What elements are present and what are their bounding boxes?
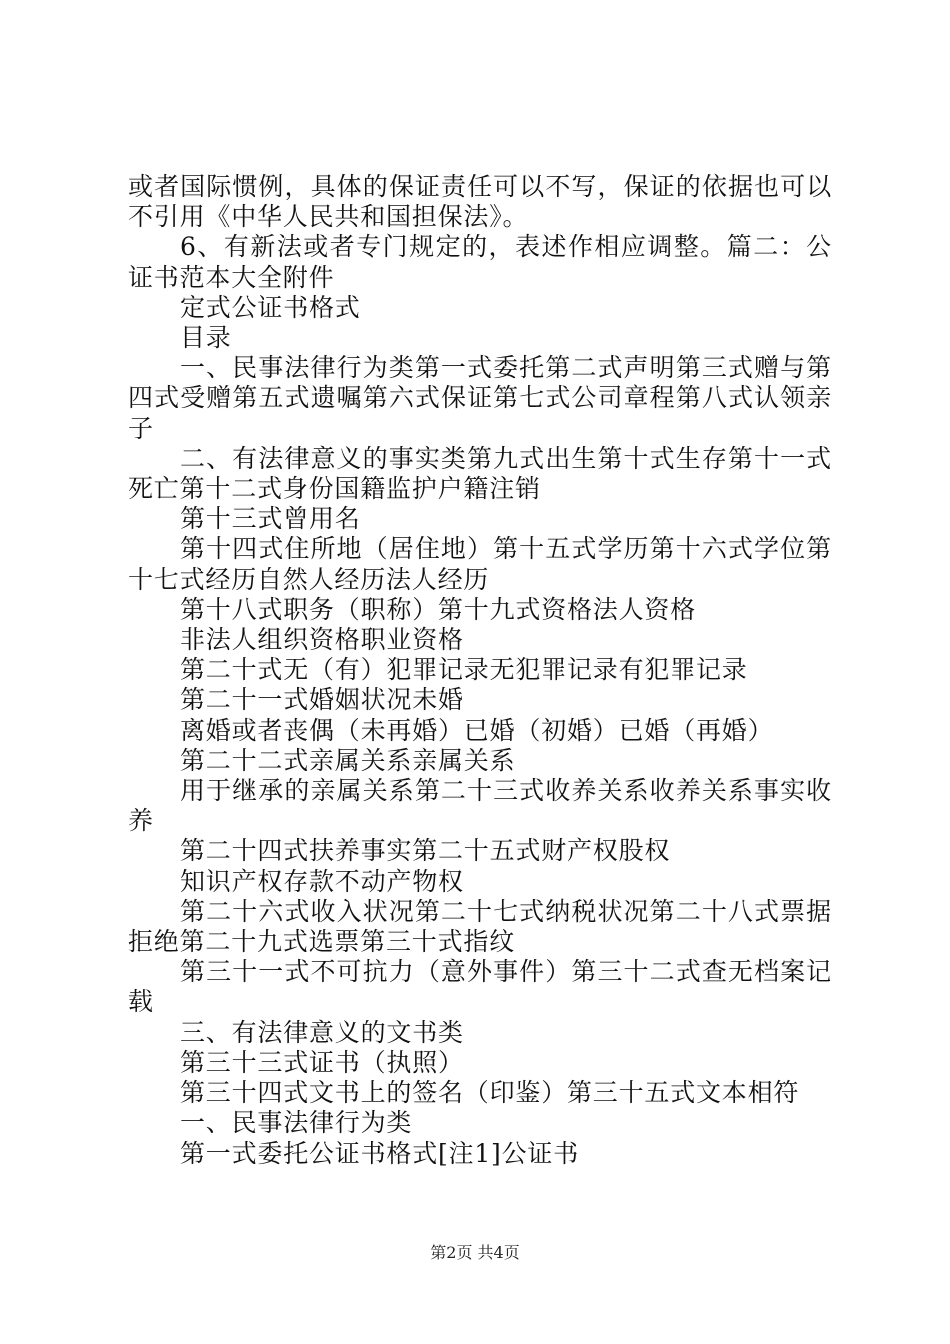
paragraph-2: 6、有新法或者专门规定的，表述作相应调整。篇二：公证书范本大全附件 (128, 232, 832, 292)
paragraph-24: 第一式委托公证书格式[注1]公证书 (180, 1138, 580, 1168)
paragraph-7: 第十三式曾用名 (180, 504, 361, 534)
page-number-footer: 第2页 共4页 (430, 1243, 520, 1262)
paragraph-5: 一、民事法律行为类第一式委托第二式声明第三式赠与第四式受赠第五式遗嘱第六式保证第七式公司章程第八式认领亲子 (128, 353, 832, 443)
paragraph-6: 二、有法律意义的事实类第九式出生第十式生存第十一式死亡第十二式身份国籍监护户籍注销 (128, 443, 832, 504)
paragraph-17: 知识产权存款不动产物权 (180, 866, 464, 896)
paragraph-23: 一、民事法律行为类 (180, 1108, 413, 1138)
paragraph-21: 第三十三式证书（执照） (180, 1047, 464, 1077)
paragraph-11: 第二十式无（有）犯罪记录无犯罪记录有犯罪记录 (180, 655, 748, 685)
paragraph-20: 三、有法律意义的文书类 (180, 1017, 464, 1047)
paragraph-8: 第十四式住所地（居住地）第十五式学历第十六式学位第十七式经历自然人经历法人经历 (128, 534, 832, 594)
paragraph-4: 目录 (180, 323, 232, 353)
paragraph-16: 第二十四式扶养事实第二十五式财产权股权 (180, 836, 671, 866)
paragraph-3: 定式公证书格式 (180, 292, 361, 322)
paragraph-13: 离婚或者丧偶（未再婚）已婚（初婚）已婚（再婚） (180, 715, 774, 745)
paragraph-19: 第三十一式不可抗力（意外事件）第三十二式查无档案记载 (128, 957, 832, 1017)
paragraph-15: 用于继承的亲属关系第二十三式收养关系收养关系事实收养 (128, 776, 832, 836)
paragraph-22: 第三十四式文书上的签名（印鉴）第三十五式文本相符 (180, 1078, 800, 1108)
paragraph-12: 第二十一式婚姻状况未婚 (180, 685, 464, 715)
paragraph-9: 第十八式职务（职称）第十九式资格法人资格 (180, 594, 697, 624)
paragraph-1: 或者国际惯例，具体的保证责任可以不写，保证的依据也可以不引用《中华人民共和国担保法》。 (128, 172, 832, 232)
document-body (128, 172, 832, 1169)
paragraph-14: 第二十二式亲属关系亲属关系 (180, 745, 516, 775)
paragraph-10: 非法人组织资格职业资格 (180, 625, 464, 655)
paragraph-18: 第二十六式收入状况第二十七式纳税状况第二十八式票据拒绝第二十九式选票第三十式指纹 (128, 896, 832, 957)
